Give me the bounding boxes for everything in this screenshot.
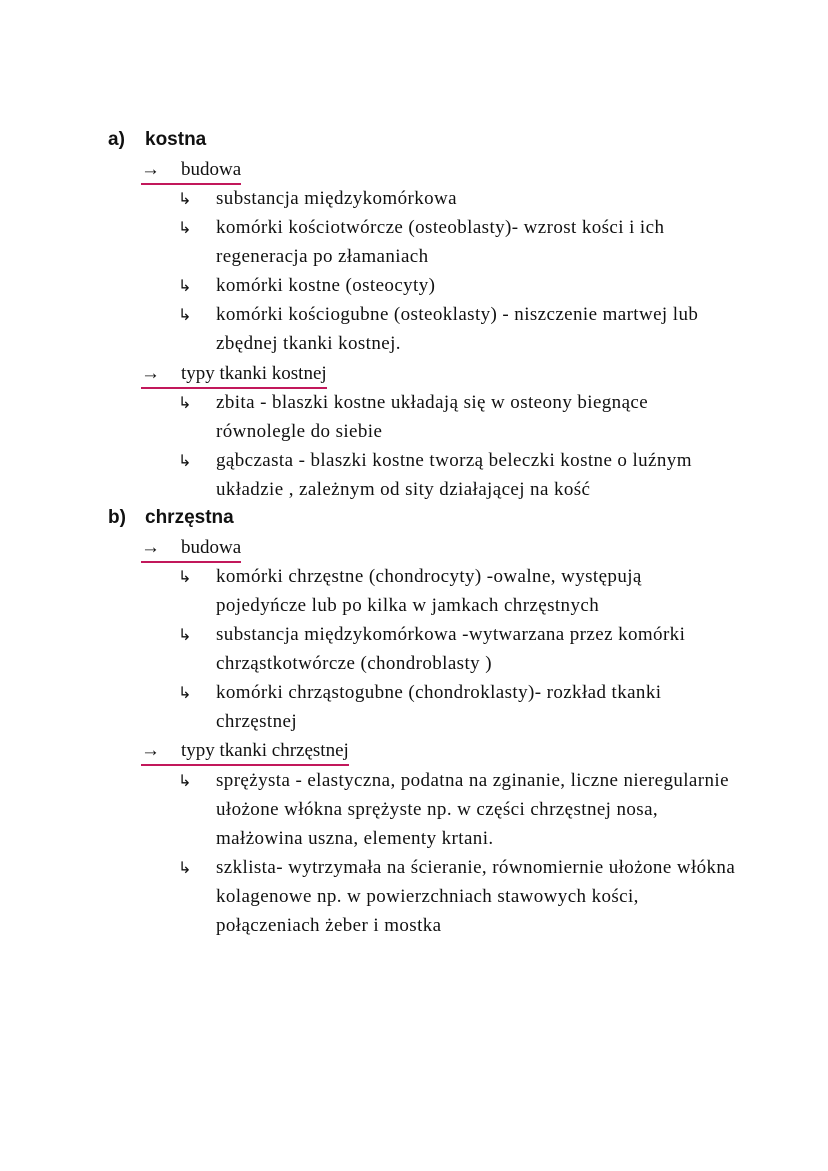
bullet-arrow-icon: ↳ xyxy=(178,218,192,237)
section-title: kostna xyxy=(145,129,207,150)
right-arrow-icon: → xyxy=(141,159,160,180)
list-item-text: substancja międzykomórkowa xyxy=(216,188,457,209)
bullet-arrow-icon: ↳ xyxy=(178,451,192,470)
bullet-arrow-icon: ↳ xyxy=(178,625,192,644)
list-item-text: zbita - blaszki kostne układają się w osteony biegnące równolegle do siebie xyxy=(216,392,649,442)
bullet-arrow-icon: ↳ xyxy=(178,189,192,208)
list-item-text: komórki kościogubne (osteoklasty) - niszczenie martwej lub zbędnej tkanki kostnej. xyxy=(216,304,699,354)
section-title: chrzęstna xyxy=(145,507,234,528)
bullet-arrow-icon: ↳ xyxy=(178,683,192,702)
list-item-text: gąbczasta - blaszki kostne tworzą beleczki kostne o luźnym układzie , zależnym od sity działającej na kość xyxy=(216,450,692,500)
subsection-heading xyxy=(141,536,241,563)
right-arrow-icon: → xyxy=(141,740,160,761)
bullet-arrow-icon: ↳ xyxy=(178,771,192,790)
subsection-title: budowa xyxy=(181,159,242,180)
list-item-text: komórki chrzęstne (chondrocyty) -owalne, występują pojedyńcze lub po kilka w jamkach chrzęstnych xyxy=(216,566,642,616)
bullet-arrow-icon: ↳ xyxy=(178,858,192,877)
subsection-heading xyxy=(141,362,327,389)
bullet-arrow-icon: ↳ xyxy=(178,567,192,586)
bullet-arrow-icon: ↳ xyxy=(178,305,192,324)
subsection-title: typy tkanki chrzęstnej xyxy=(181,740,349,761)
subsection-title: typy tkanki kostnej xyxy=(181,363,327,384)
section-heading xyxy=(108,128,206,152)
subsection-title: budowa xyxy=(181,537,242,558)
list-item-text: szklista- wytrzymała na ścieranie, równomiernie ułożone włókna kolagenowe np. w powierzchniach stawowych kości, połączeniach żeber i mostka xyxy=(216,857,736,936)
right-arrow-icon: → xyxy=(141,363,160,384)
subsection-heading xyxy=(141,739,349,766)
list-item-text: komórki chrząstogubne (chondroklasty)- rozkład tkanki chrzęstnej xyxy=(216,682,662,732)
list-item-text: komórki kościotwórcze (osteoblasty)- wzrost kości i ich regeneracja po złamaniach xyxy=(216,217,665,267)
section-marker: a) xyxy=(108,129,125,150)
bullet-arrow-icon: ↳ xyxy=(178,393,192,412)
subsection-heading xyxy=(141,158,241,185)
list-item-text: substancja międzykomórkowa -wytwarzana przez komórki chrząstkotwórcze (chondroblasty ) xyxy=(216,624,686,674)
section-marker: b) xyxy=(108,507,126,528)
bullet-arrow-icon: ↳ xyxy=(178,276,192,295)
right-arrow-icon: → xyxy=(141,537,160,558)
list-item-text: komórki kostne (osteocyty) xyxy=(216,275,436,296)
section-heading xyxy=(108,506,234,530)
list-item-text: sprężysta - elastyczna, podatna na zginanie, liczne nieregularnie ułożone włókna sprężyste np. w części chrzęstnej nosa, małżowina uszna, elementy krtani. xyxy=(216,770,729,849)
